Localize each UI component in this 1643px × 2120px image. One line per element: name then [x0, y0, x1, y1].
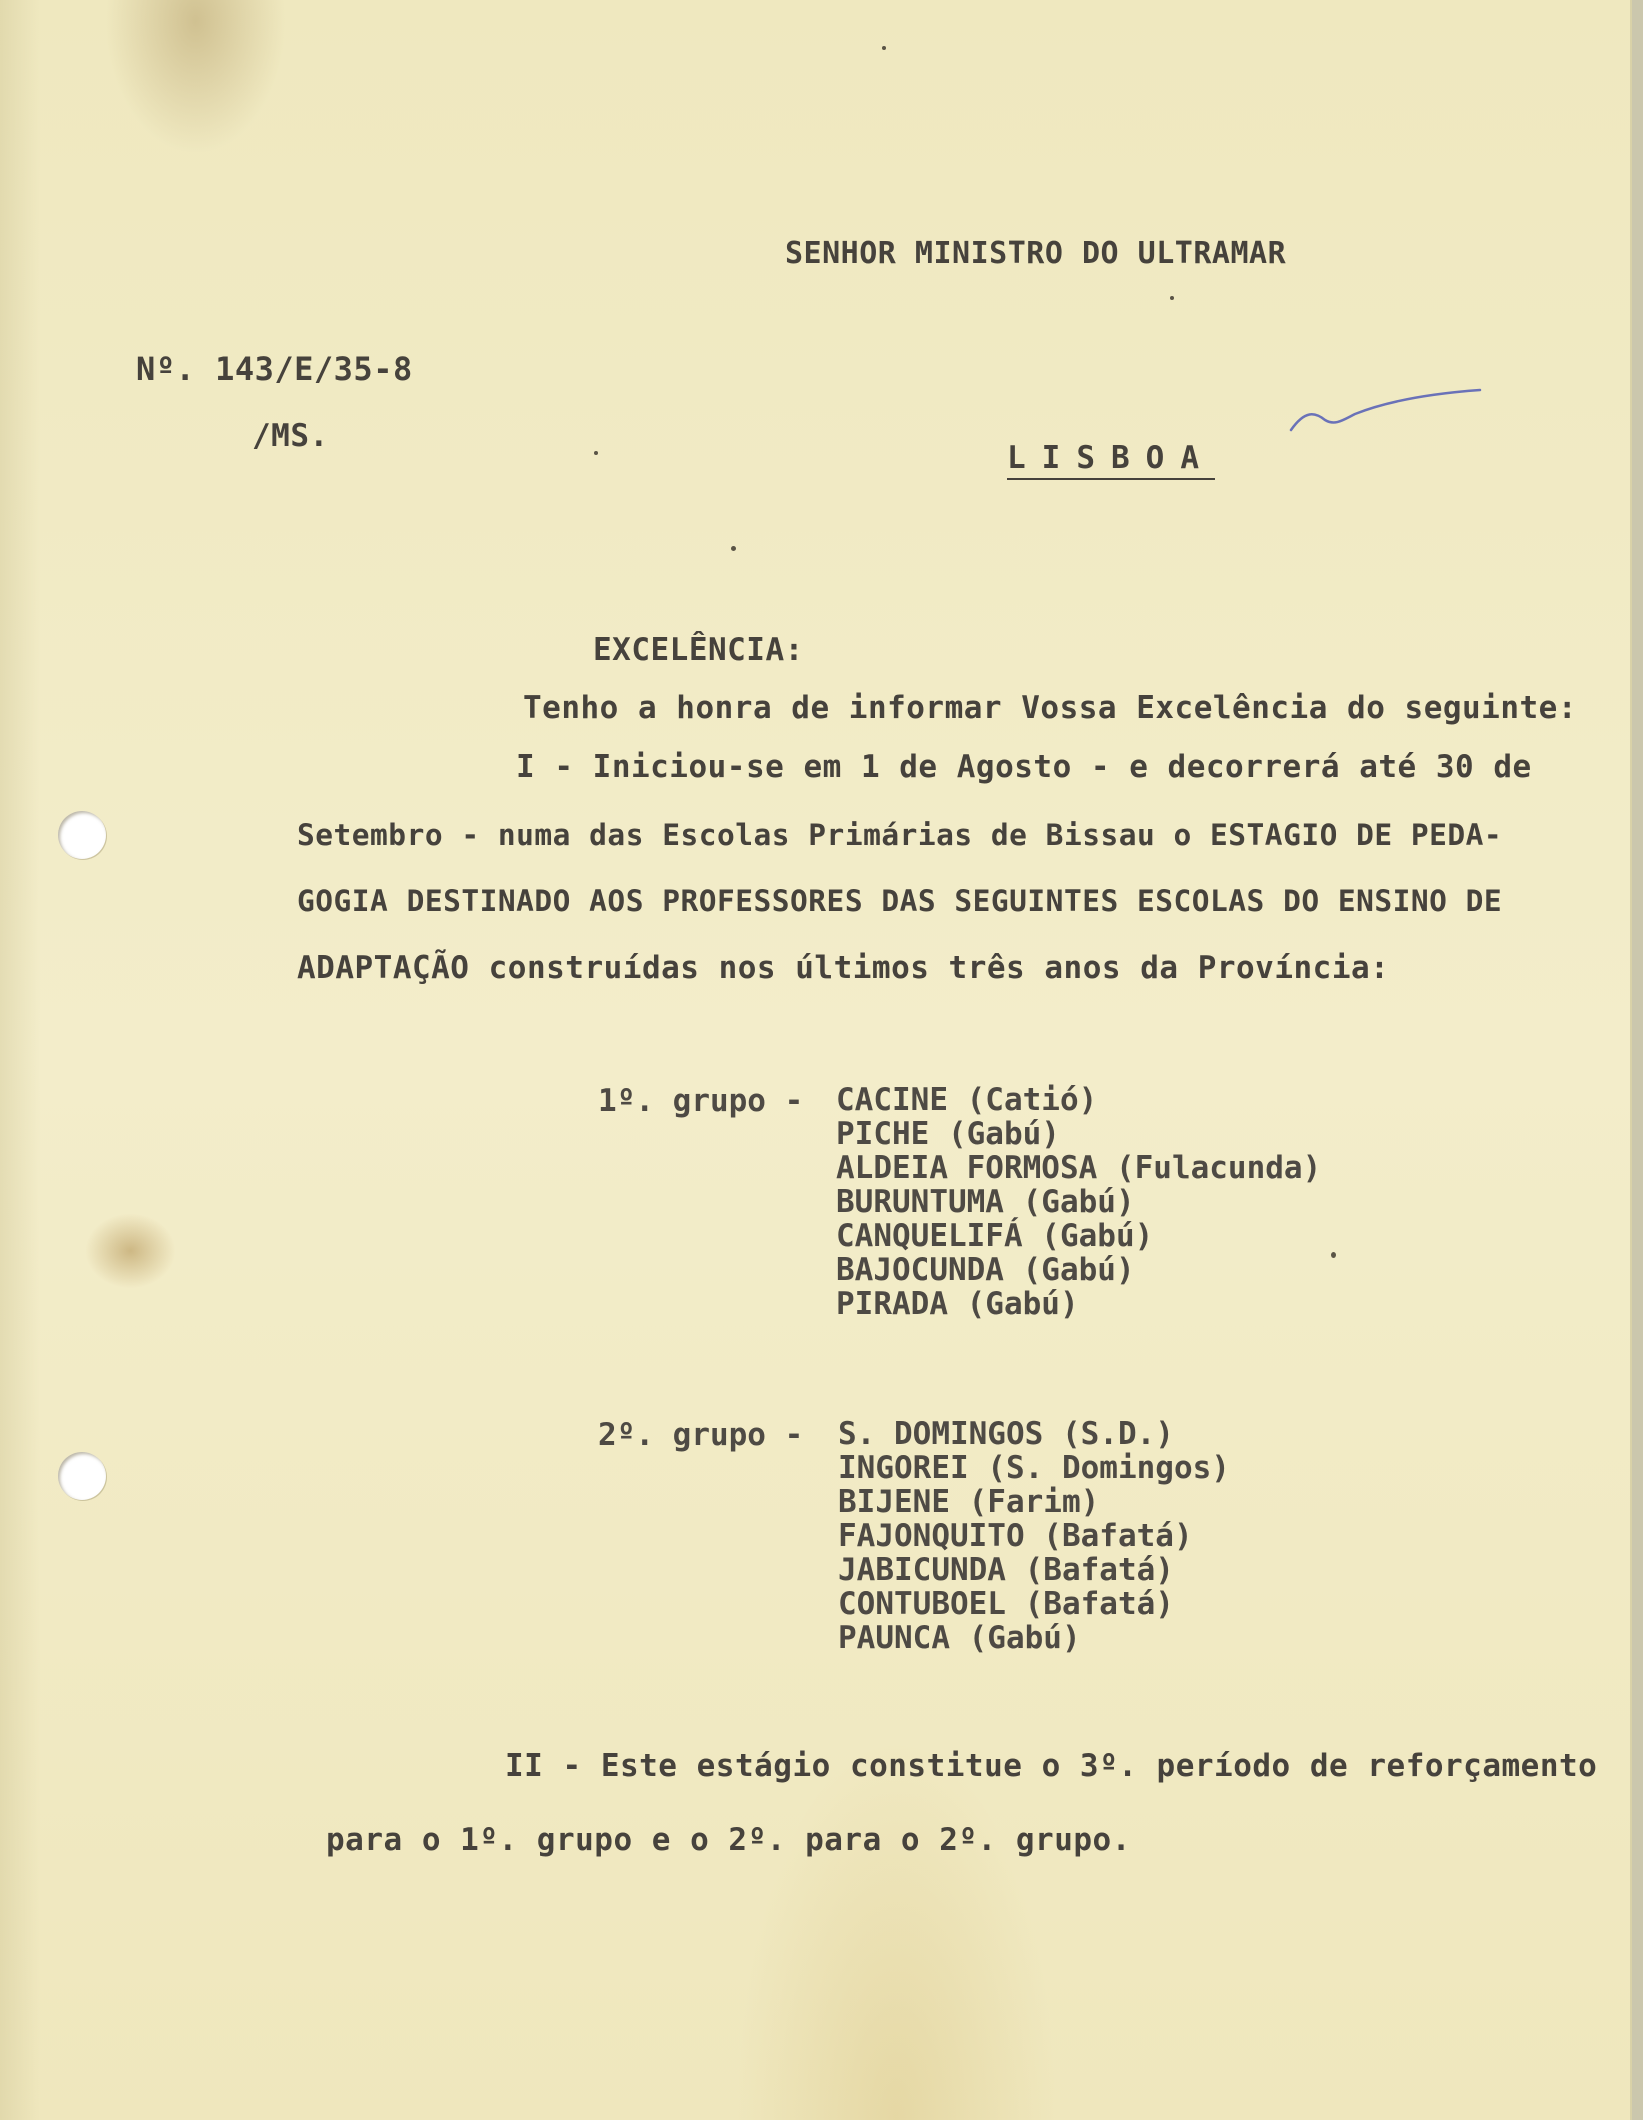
- salutation: EXCELÊNCIA:: [593, 632, 804, 668]
- pen-mark: [1285, 380, 1485, 440]
- school-name: ALDEIA FORMOSA (Fulacunda): [836, 1150, 1322, 1186]
- city: LISBOA: [1007, 440, 1215, 476]
- school-name: BIJENE (Farim): [838, 1484, 1100, 1520]
- school-name: INGOREI (S. Domingos): [838, 1450, 1230, 1486]
- ink-speck: [882, 46, 886, 50]
- group-label: 2º. grupo -: [598, 1417, 804, 1453]
- school-list: [836, 1083, 1321, 1321]
- paragraph-one-line: I - Iniciou-se em 1 de Agosto - e decorrerá até 30 de: [516, 749, 1532, 785]
- school-name: BURUNTUMA (Gabú): [836, 1184, 1135, 1220]
- school-name: BAJOCUNDA (Gabú): [836, 1252, 1135, 1288]
- paragraph-one-line: ADAPTAÇÃO construídas nos últimos três anos da Província:: [297, 950, 1390, 986]
- group-label: 1º. grupo -: [598, 1083, 804, 1119]
- school-name: CACINE (Catió): [836, 1082, 1098, 1118]
- school-name: PAUNCA (Gabú): [838, 1620, 1081, 1656]
- school-name: S. DOMINGOS (S.D.): [838, 1416, 1174, 1452]
- paragraph-one-line: Setembro - numa das Escolas Primárias de Bissau o ESTAGIO DE PEDA-: [297, 818, 1503, 852]
- reference-suffix: /MS.: [252, 418, 329, 454]
- school-name: CANQUELIFÁ (Gabú): [836, 1218, 1154, 1254]
- binder-hole-bottom: [58, 1452, 106, 1500]
- paragraph-two-line: II - Este estágio constitue o 3º. período de reforçamento: [505, 1748, 1598, 1784]
- school-name: FAJONQUITO (Bafatá): [838, 1518, 1193, 1554]
- school-list: [838, 1417, 1230, 1655]
- binder-hole-top: [58, 811, 106, 859]
- ink-speck: [731, 546, 736, 551]
- paragraph-two-line: para o 1º. grupo e o 2º. para o 2º. grupo.: [326, 1822, 1131, 1858]
- ink-speck: [1331, 1252, 1336, 1258]
- addressee: SENHOR MINISTRO DO ULTRAMAR: [785, 236, 1287, 271]
- paragraph-one-line: GOGIA DESTINADO AOS PROFESSORES DAS SEGUINTES ESCOLAS DO ENSINO DE: [297, 884, 1503, 918]
- school-name: JABICUNDA (Bafatá): [838, 1552, 1174, 1588]
- intro-line: Tenho a honra de informar Vossa Excelência do seguinte:: [523, 690, 1577, 726]
- reference-number: Nº. 143/E/35-8: [136, 350, 413, 388]
- school-name: CONTUBOEL (Bafatá): [838, 1586, 1174, 1622]
- school-name: PIRADA (Gabú): [836, 1286, 1079, 1322]
- school-name: PICHE (Gabú): [836, 1116, 1060, 1152]
- ink-speck: [594, 451, 598, 455]
- ink-speck: [1170, 296, 1174, 300]
